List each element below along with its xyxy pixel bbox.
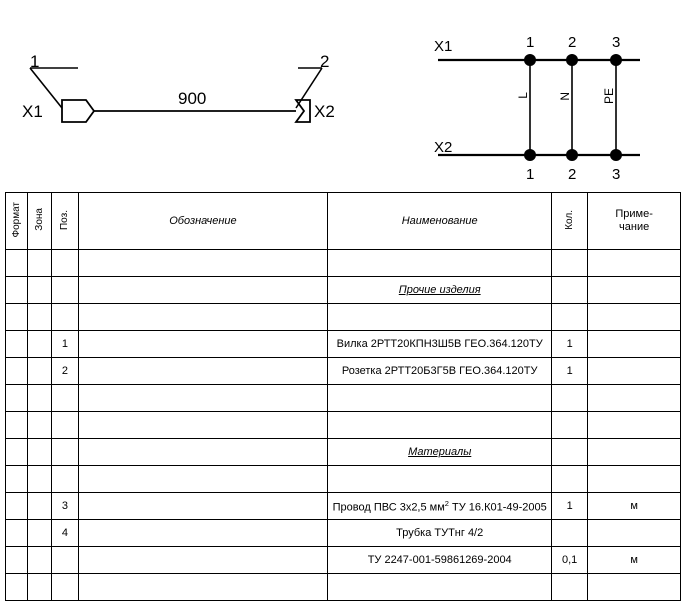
cell-pos bbox=[52, 439, 78, 466]
schematic-label-x2: X2 bbox=[434, 139, 453, 156]
cell-qty: 1 bbox=[552, 493, 588, 520]
cell-name bbox=[328, 574, 552, 601]
cable-assembly-drawing bbox=[0, 0, 400, 180]
cell-note bbox=[588, 304, 681, 331]
cell-format bbox=[6, 493, 28, 520]
cell-designation bbox=[78, 277, 328, 304]
table-row bbox=[6, 250, 681, 277]
cell-designation bbox=[78, 250, 328, 277]
cell-note bbox=[588, 520, 681, 547]
table-body bbox=[6, 250, 681, 601]
cell-format bbox=[6, 331, 28, 358]
cell-name: Трубка ТУТнг 4/2 bbox=[328, 520, 552, 547]
cell-name bbox=[328, 250, 552, 277]
cell-note bbox=[588, 250, 681, 277]
schematic-label-x1: X1 bbox=[434, 38, 453, 55]
cell-pos bbox=[52, 547, 78, 574]
table-row bbox=[6, 520, 681, 547]
terminal-top-1: 1 bbox=[526, 34, 535, 51]
cell-pos bbox=[52, 466, 78, 493]
cell-note bbox=[588, 277, 681, 304]
cell-name bbox=[328, 412, 552, 439]
wiring-schematic-svg bbox=[420, 0, 686, 185]
cell-qty bbox=[552, 574, 588, 601]
connector-label-x1: X1 bbox=[22, 102, 43, 121]
column-header-designation: Обозначение bbox=[78, 193, 328, 250]
cell-designation bbox=[78, 331, 328, 358]
cell-pos: 3 bbox=[52, 493, 78, 520]
position-number-2: 2 bbox=[320, 52, 330, 71]
cell-note: м bbox=[588, 493, 681, 520]
cell-qty: 1 bbox=[552, 358, 588, 385]
cell-zone bbox=[28, 304, 52, 331]
wire-label-pe: PE bbox=[602, 88, 616, 105]
cell-format bbox=[6, 412, 28, 439]
cell-format bbox=[6, 358, 28, 385]
cell-designation bbox=[78, 385, 328, 412]
cell-designation bbox=[78, 520, 328, 547]
cell-name: Вилка 2РТТ20КПН3Ш5В ГЕО.364.120ТУ bbox=[328, 331, 552, 358]
cell-qty bbox=[552, 277, 588, 304]
table-row bbox=[6, 385, 681, 412]
cell-zone bbox=[28, 250, 52, 277]
wiring-schematic bbox=[420, 0, 686, 185]
cell-format bbox=[6, 547, 28, 574]
cell-qty bbox=[552, 250, 588, 277]
cell-zone bbox=[28, 358, 52, 385]
terminal-top-3: 3 bbox=[612, 34, 621, 51]
cell-zone bbox=[28, 547, 52, 574]
cell-format bbox=[6, 574, 28, 601]
cell-pos bbox=[52, 277, 78, 304]
cell-pos: 4 bbox=[52, 520, 78, 547]
cell-name: ТУ 2247-001-59861269-2004 bbox=[328, 547, 552, 574]
cell-pos: 2 bbox=[52, 358, 78, 385]
cell-designation bbox=[78, 547, 328, 574]
cell-zone bbox=[28, 520, 52, 547]
table-row bbox=[6, 466, 681, 493]
cell-format bbox=[6, 304, 28, 331]
cell-qty bbox=[552, 412, 588, 439]
column-header-zone: Зона bbox=[28, 193, 52, 250]
specification-table bbox=[5, 192, 681, 601]
cell-format bbox=[6, 466, 28, 493]
cell-qty bbox=[552, 466, 588, 493]
cell-zone bbox=[28, 331, 52, 358]
cell-qty bbox=[552, 520, 588, 547]
cell-note: м bbox=[588, 547, 681, 574]
column-header-format: Формат bbox=[6, 193, 28, 250]
cell-note bbox=[588, 439, 681, 466]
cable-length-dimension: 900 bbox=[178, 89, 207, 108]
table-row bbox=[6, 304, 681, 331]
cell-format bbox=[6, 250, 28, 277]
terminal-bottom-2: 2 bbox=[568, 166, 577, 183]
table-row bbox=[6, 358, 681, 385]
cell-format bbox=[6, 385, 28, 412]
cell-zone bbox=[28, 439, 52, 466]
table-row bbox=[6, 547, 681, 574]
cell-zone bbox=[28, 574, 52, 601]
cell-zone bbox=[28, 493, 52, 520]
cell-name bbox=[328, 385, 552, 412]
cell-section-title: Материалы bbox=[328, 439, 552, 466]
position-number-1: 1 bbox=[30, 52, 40, 71]
cell-note bbox=[588, 412, 681, 439]
cell-pos bbox=[52, 385, 78, 412]
terminal-bottom-1: 1 bbox=[526, 166, 535, 183]
cell-designation bbox=[78, 466, 328, 493]
cell-pos bbox=[52, 250, 78, 277]
terminal-top-2: 2 bbox=[568, 34, 577, 51]
cell-name bbox=[328, 466, 552, 493]
cell-name: Розетка 2РТТ20Б3Г5В ГЕО.364.120ТУ bbox=[328, 358, 552, 385]
cell-pos bbox=[52, 574, 78, 601]
cell-qty: 1 bbox=[552, 331, 588, 358]
cell-note bbox=[588, 385, 681, 412]
cell-pos bbox=[52, 412, 78, 439]
table-header-row bbox=[6, 193, 681, 250]
cell-name: Провод ПВС 3х2,5 $мм^2$ ТУ 16.К01-49-2005 bbox=[328, 493, 552, 520]
cell-name bbox=[328, 304, 552, 331]
table-row bbox=[6, 493, 681, 520]
table-row bbox=[6, 331, 681, 358]
connector-label-x2: X2 bbox=[314, 102, 335, 121]
cell-note bbox=[588, 331, 681, 358]
cell-section-title: Прочие изделия bbox=[328, 277, 552, 304]
cell-designation bbox=[78, 412, 328, 439]
cell-format bbox=[6, 439, 28, 466]
cell-zone bbox=[28, 412, 52, 439]
cell-note bbox=[588, 358, 681, 385]
cell-designation bbox=[78, 439, 328, 466]
cell-qty bbox=[552, 304, 588, 331]
cell-designation bbox=[78, 358, 328, 385]
cell-pos: 1 bbox=[52, 331, 78, 358]
cell-note bbox=[588, 466, 681, 493]
column-header-qty: Кол. bbox=[552, 193, 588, 250]
wire-label-l: L bbox=[516, 92, 530, 99]
column-header-note: Приме- чание bbox=[588, 193, 681, 250]
cell-designation bbox=[78, 574, 328, 601]
column-header-name: Наименование bbox=[328, 193, 552, 250]
cell-qty: 0,1 bbox=[552, 547, 588, 574]
cell-zone bbox=[28, 277, 52, 304]
cell-zone bbox=[28, 466, 52, 493]
cell-qty bbox=[552, 385, 588, 412]
cell-designation bbox=[78, 304, 328, 331]
column-header-pos: Поз. bbox=[52, 193, 78, 250]
terminal-bottom-3: 3 bbox=[612, 166, 621, 183]
cell-format bbox=[6, 277, 28, 304]
cell-note bbox=[588, 574, 681, 601]
table-row bbox=[6, 439, 681, 466]
table-row bbox=[6, 574, 681, 601]
table-row bbox=[6, 277, 681, 304]
cell-zone bbox=[28, 385, 52, 412]
wire-label-n: N bbox=[558, 92, 572, 101]
table-row bbox=[6, 412, 681, 439]
cell-designation bbox=[78, 493, 328, 520]
cell-qty bbox=[552, 439, 588, 466]
cell-format bbox=[6, 520, 28, 547]
cell-pos bbox=[52, 304, 78, 331]
